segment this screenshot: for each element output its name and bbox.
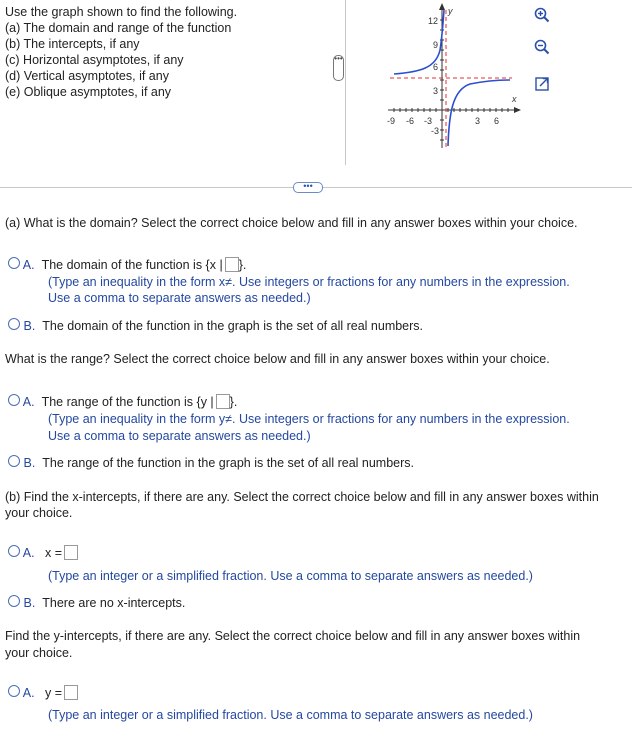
range-option-b-radio[interactable]	[8, 455, 20, 467]
domain-option-a[interactable]: A. The domain of the function is {x | }.	[8, 257, 246, 272]
x-intercept-option-a-radio[interactable]	[8, 545, 20, 557]
task-item: (b) The intercepts, if any	[5, 37, 140, 51]
zoom-in-icon[interactable]	[533, 6, 551, 24]
y-intercept-hint: (Type an integer or a simplified fraction. Use a comma to separate answers as needed.)	[48, 708, 533, 722]
zoom-out-icon[interactable]	[533, 38, 551, 56]
x-tick-label: 6	[494, 116, 500, 126]
y-intercept-question: Find the y-intercepts, if there are any. Select the correct choice below and fill in any answer boxes within	[5, 629, 581, 643]
y-tick-label: 3	[433, 86, 439, 96]
domain-option-b-radio[interactable]	[8, 318, 20, 330]
x-axis-label: x	[512, 94, 517, 104]
x-intercept-option-b[interactable]: B. There are no x-intercepts.	[8, 595, 185, 610]
y-intercept-question-cont: your choice.	[5, 646, 73, 660]
range-option-a[interactable]: A. The range of the function is {y | }.	[8, 394, 237, 409]
panel-divider	[345, 0, 346, 165]
y-axis-label: y	[448, 6, 453, 16]
y-tick-label: 9	[433, 40, 439, 50]
x-tick-label: -3	[424, 116, 433, 126]
task-item: (e) Oblique asymptotes, if any	[5, 85, 172, 99]
range-option-b[interactable]: B. The range of the function in the graph is the set of all real numbers.	[8, 455, 414, 470]
task-intro: Use the graph shown to find the following.	[5, 5, 238, 19]
domain-answer-box[interactable]	[225, 257, 239, 272]
task-item: (d) Vertical asymptotes, if any	[5, 69, 169, 83]
x-intercept-hint: (Type an integer or a simplified fraction. Use a comma to separate answers as needed.)	[48, 569, 533, 583]
more-button[interactable]: •••	[293, 182, 323, 193]
domain-option-a-radio[interactable]	[8, 257, 20, 269]
x-intercept-answer-box[interactable]	[64, 545, 78, 560]
task-item: (c) Horizontal asymptotes, if any	[5, 53, 184, 67]
y-intercept-answer-box[interactable]	[64, 685, 78, 700]
x-intercept-option-b-radio[interactable]	[8, 595, 20, 607]
domain-hint-line2: Use a comma to separate answers as needed.)	[48, 291, 311, 305]
function-curve-right	[448, 80, 510, 146]
x-intercept-question-cont: your choice.	[5, 506, 73, 520]
y-intercept-option-a-radio[interactable]	[8, 685, 20, 697]
y-tick-label: 6	[433, 62, 439, 72]
domain-hint-line1: (Type an inequality in the form x≠. Use integers or fractions for any numbers in the expression.	[48, 275, 570, 289]
x-tick-label: -9	[387, 116, 396, 126]
x-tick-label: 3	[475, 116, 481, 126]
task-list	[5, 4, 237, 100]
domain-option-b[interactable]: B. The domain of the function in the graph is the set of all real numbers.	[8, 318, 423, 333]
expand-icon[interactable]	[533, 75, 551, 93]
x-intercept-option-a[interactable]: A. x =	[8, 545, 78, 560]
function-graph	[380, 0, 525, 150]
panel-resize-handle[interactable]: •••	[333, 55, 344, 81]
x-tick-label: -6	[406, 116, 415, 126]
task-item: (a) The domain and range of the function	[5, 21, 232, 35]
y-tick-label: -3	[431, 126, 440, 136]
domain-question: (a) What is the domain? Select the correct choice below and fill in any answer boxes within your choice.	[5, 216, 578, 230]
x-axis-arrow	[514, 107, 521, 113]
x-intercept-question: (b) Find the x-intercepts, if there are any. Select the correct choice below and fill in any answer boxes within	[5, 490, 599, 504]
range-option-a-radio[interactable]	[8, 394, 20, 406]
range-hint-line2: Use a comma to separate answers as needed.)	[48, 429, 311, 443]
y-intercept-option-a[interactable]: A. y =	[8, 685, 78, 700]
range-question: What is the range? Select the correct choice below and fill in any answer boxes within your choice.	[5, 352, 550, 366]
range-answer-box[interactable]	[216, 394, 230, 409]
range-hint-line1: (Type an inequality in the form y≠. Use integers or fractions for any numbers in the expression.	[48, 412, 570, 426]
y-axis-arrow	[439, 3, 445, 10]
y-tick-label: 12	[428, 16, 439, 26]
